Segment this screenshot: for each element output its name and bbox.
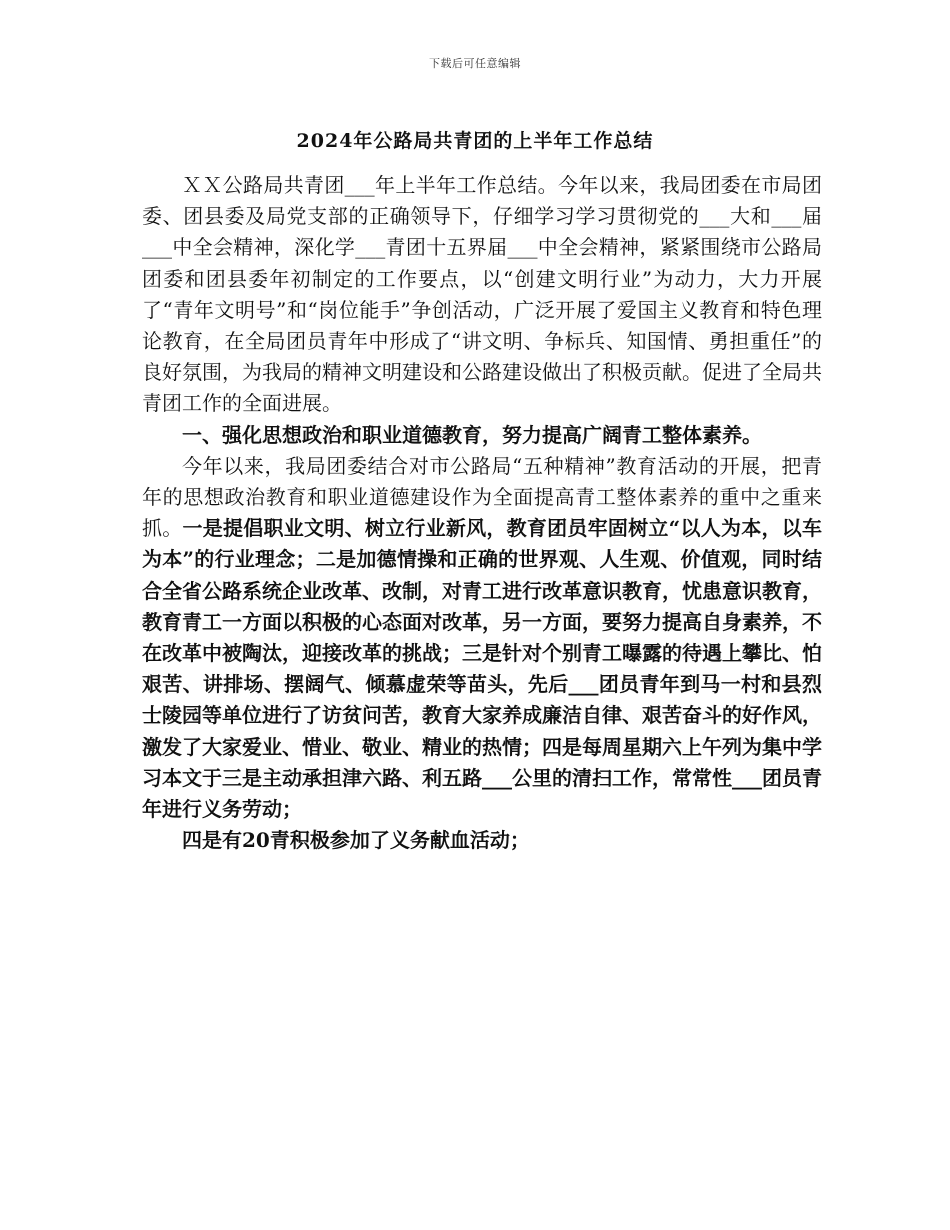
section-paragraph	[142, 451, 822, 825]
intro-paragraph: ＸＸ公路局共青团___年上半年工作总结。今年以来，我局团委在市局团委、团县委及局党支部的正确领导下，仔细学习学习贯彻党的___大和___届___中全会精神，深化学___青团十五界届___中全会精神，紧紧围绕市公路局团委和团县委年初制定的工作要点，以“创建文明行业”为动力，大力开展了“青年文明号”和“岗位能手”争创活动，广泛开展了爱国主义教育和特色理论教育，在全局团员青年中形成了“讲文明、争标兵、知国情、勇担重任”的良好氛围，为我局的精神文明建设和公路建设做出了积极贡献。促进了全局共青团工作的全面进展。	[142, 173, 822, 416]
section-heading: 一、强化思想政治和职业道德教育，努力提高广阔青工整体素养。	[182, 422, 762, 447]
section-bold-text: 一是提倡职业文明、树立行业新风，教育团员牢固树立“以人为本，以车为本”的行业理念；二是加德情操和正确的世界观、人生观、价值观，同时结合全省公路系统企业改革、改制，对青工进行改革意识教育，忧患意识教育，教育青工一方面以积极的心态面对改革，另一方面，要努力提高自身素养，不在改革中被陶汰，迎接改革的挑战；三是针对个别青工曝露的待遇上攀比、怕艰苦、讲排场、摆阔气、倾慕虚荣等苗头，先后___团员青年到马一村和县烈士陵园等单位进行了访贫问苦，教育大家养成廉洁自律、艰苦奋斗的好作风，激发了大家爱业、惜业、敬业、精业的热情；四是每周星期六上午列为集中学习本文于三是主动承担津六路、利五路___公里的清扫工作，常常性___团员青年进行义务劳动；	[142, 516, 822, 822]
document-body	[142, 170, 822, 856]
closing-paragraph: 四是有20青积极参加了义务献血活动；	[182, 828, 530, 853]
document-title: 2024年公路局共青团的上半年工作总结	[296, 130, 654, 152]
section-intro-text: 今年以来，我局团委结合对市公路局“五种精神”教育活动的开展，把青年的思想政治教育和职业道德建设作为全面提高青工整体素养的重中之重来抓。	[142, 453, 822, 541]
header-note: 下载后可任意编辑	[429, 57, 521, 70]
